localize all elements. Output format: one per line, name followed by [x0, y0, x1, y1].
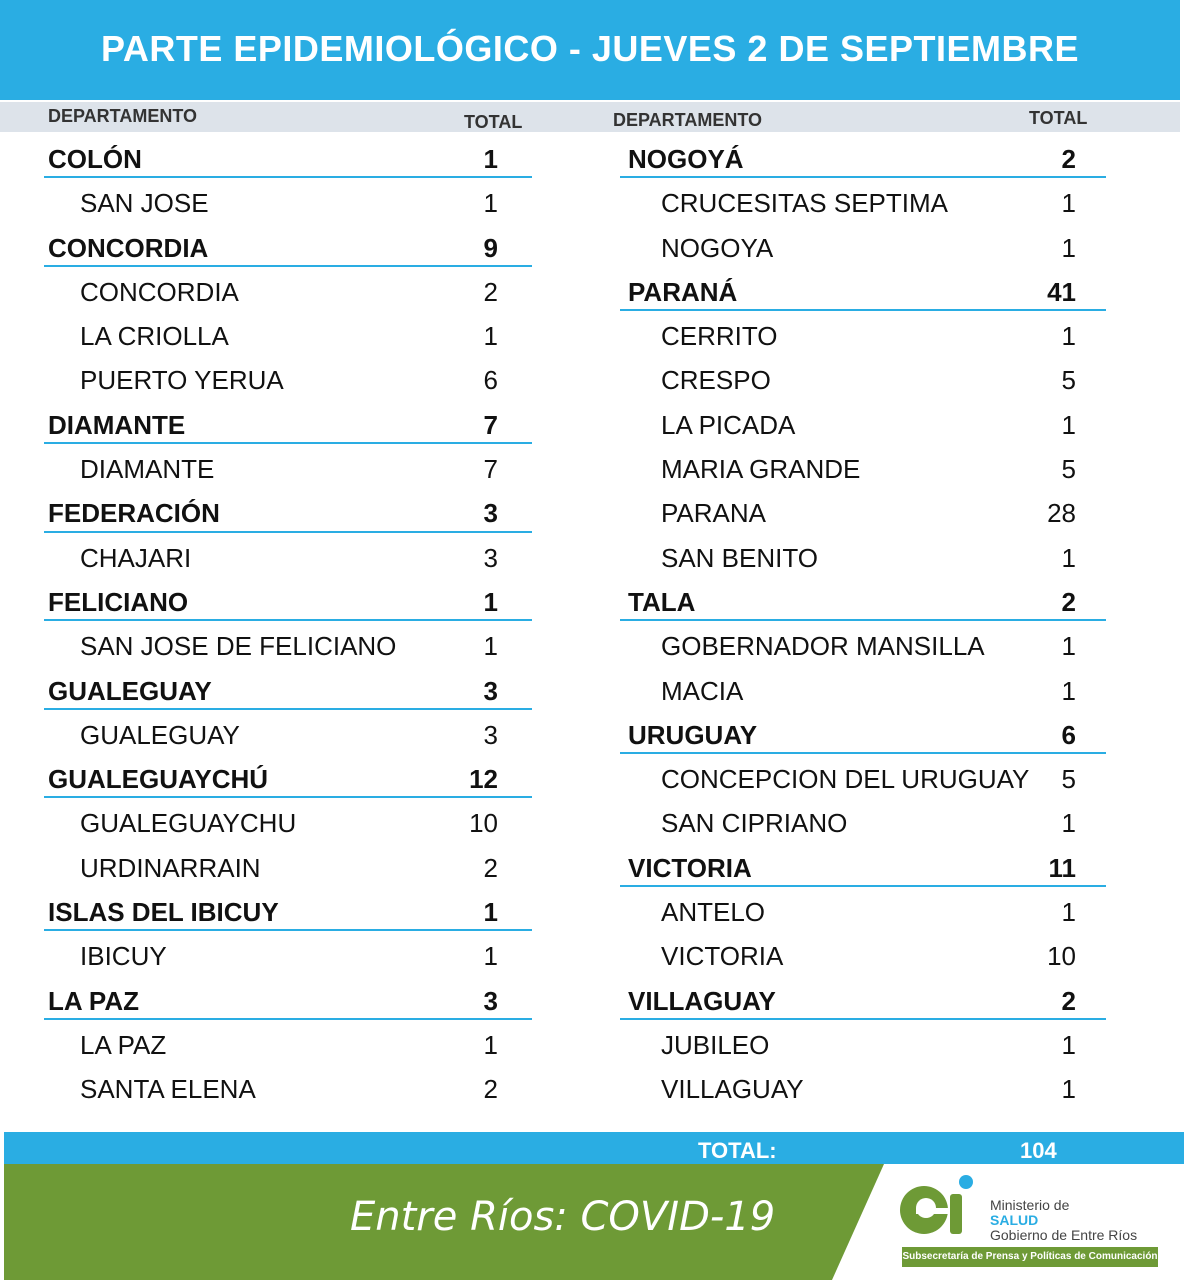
locality-total: 1	[1061, 808, 1076, 839]
locality-name: CRESPO	[661, 365, 771, 396]
locality-name: SAN JOSE DE FELICIANO	[80, 631, 397, 662]
department-total: 3	[483, 675, 498, 706]
department-total: 1	[483, 144, 498, 174]
locality-name: SANTA ELENA	[80, 1074, 256, 1105]
col-dept-left: DEPARTAMENTO	[48, 106, 198, 126]
locality-row	[0, 446, 1184, 490]
department-total: 2	[1061, 586, 1076, 617]
department-underline	[620, 752, 1106, 754]
department-total: 6	[1061, 719, 1076, 750]
department-row	[0, 136, 1184, 180]
locality-row	[0, 357, 1184, 401]
page-title: PARTE EPIDEMIOLÓGICO - JUEVES 2 DE SEPTIEMBRE	[101, 28, 1079, 69]
locality-name: PUERTO YERUA	[80, 365, 284, 396]
department-name: PARANÁ	[628, 276, 738, 307]
locality-total: 3	[483, 719, 498, 750]
locality-name: CERRITO	[661, 321, 778, 352]
total-bar	[4, 1132, 1184, 1164]
column-header-bar	[0, 102, 1180, 132]
locality-total: 1	[1061, 631, 1076, 662]
locality-row	[0, 623, 1184, 667]
locality-name: VICTORIA	[661, 941, 784, 972]
department-name: GUALEGUAYCHÚ	[48, 764, 269, 795]
logo-line1: Ministerio de	[990, 1197, 1070, 1213]
locality-total: 2	[483, 1074, 498, 1105]
locality-total: 6	[483, 365, 498, 396]
department-underline	[620, 176, 1106, 178]
department-name: CONCORDIA	[48, 232, 209, 263]
locality-name: LA CRIOLLA	[80, 321, 229, 352]
department-name: FELICIANO	[48, 586, 189, 617]
department-row	[0, 579, 1184, 623]
department-name: NOGOYÁ	[628, 144, 744, 174]
total-label: TOTAL:	[698, 1138, 777, 1163]
col-total-left: TOTAL	[464, 112, 523, 132]
department-total: 7	[483, 409, 498, 440]
department-total: 11	[1048, 852, 1076, 883]
department-row	[0, 712, 1184, 756]
department-total: 3	[483, 985, 498, 1016]
locality-name: VILLAGUAY	[661, 1074, 804, 1105]
department-total: 1	[483, 897, 498, 928]
locality-total: 2	[483, 852, 498, 883]
right-column	[0, 136, 1184, 1111]
department-underline	[620, 309, 1106, 311]
locality-name: JUBILEO	[661, 1029, 770, 1060]
locality-total: 1	[483, 1029, 498, 1060]
locality-row	[0, 402, 1184, 446]
logo-line3: Gobierno de Entre Ríos	[990, 1227, 1138, 1243]
locality-name: IBICUY	[80, 941, 167, 972]
locality-name: LA PAZ	[80, 1029, 167, 1060]
locality-total: 1	[1061, 1029, 1076, 1060]
department-total: 3	[483, 498, 498, 529]
department-row	[0, 845, 1184, 889]
department-underline	[620, 1018, 1106, 1020]
department-total: 12	[469, 764, 498, 795]
locality-total: 1	[483, 941, 498, 972]
locality-name: MARIA GRANDE	[661, 454, 861, 485]
locality-name: DIAMANTE	[80, 454, 215, 485]
locality-total: 3	[483, 542, 498, 573]
locality-row	[0, 933, 1184, 977]
total-value: 104	[1020, 1138, 1057, 1163]
locality-total: 1	[1061, 897, 1076, 928]
locality-name: MACIA	[661, 675, 744, 706]
locality-row	[0, 180, 1184, 224]
department-total: 2	[1061, 144, 1076, 174]
locality-row	[0, 490, 1184, 534]
col-dept-right: DEPARTAMENTO	[613, 110, 763, 130]
footer-slogan: Entre Ríos: COVID-19	[350, 1194, 776, 1240]
locality-total: 7	[483, 454, 498, 485]
locality-total: 2	[483, 276, 498, 307]
logo-line2: SALUD	[990, 1212, 1039, 1228]
department-name: URUGUAY	[628, 719, 758, 750]
locality-row	[0, 889, 1184, 933]
locality-name: URDINARRAIN	[80, 852, 261, 883]
department-name: DIAMANTE	[48, 409, 186, 440]
header-banner	[0, 0, 1180, 100]
locality-name: GUALEGUAY	[80, 719, 240, 750]
locality-total: 1	[1061, 232, 1076, 263]
locality-row	[0, 535, 1184, 579]
department-total: 1	[483, 586, 498, 617]
locality-row	[0, 1022, 1184, 1066]
department-row	[0, 269, 1184, 313]
locality-total: 1	[1061, 188, 1076, 219]
locality-name: CHAJARI	[80, 542, 192, 573]
locality-total: 5	[1061, 454, 1076, 485]
col-total-right: TOTAL	[1029, 108, 1088, 128]
locality-total: 10	[469, 808, 498, 839]
department-name: ISLAS DEL IBICUY	[48, 897, 279, 928]
department-name: FEDERACIÓN	[48, 498, 220, 529]
locality-name: CONCEPCION DEL URUGUAY	[661, 764, 1030, 795]
locality-total: 1	[483, 321, 498, 352]
locality-total: 5	[1061, 764, 1076, 795]
locality-row	[0, 225, 1184, 269]
locality-total: 1	[1061, 321, 1076, 352]
department-name: COLÓN	[48, 144, 142, 174]
department-total: 2	[1061, 985, 1076, 1016]
department-name: LA PAZ	[48, 985, 139, 1016]
locality-name: CONCORDIA	[80, 276, 239, 307]
locality-total: 1	[1061, 675, 1076, 706]
locality-total: 28	[1047, 498, 1076, 529]
locality-name: SAN CIPRIANO	[661, 808, 848, 839]
department-underline	[620, 885, 1106, 887]
locality-total: 1	[483, 631, 498, 662]
locality-total: 5	[1061, 365, 1076, 396]
locality-name: PARANA	[661, 498, 766, 529]
department-row	[0, 978, 1184, 1022]
locality-total: 1	[1061, 1074, 1076, 1105]
logo-strip: Subsecretaría de Prensa y Políticas de Comunicación	[902, 1247, 1158, 1267]
locality-row	[0, 1066, 1184, 1110]
locality-total: 10	[1047, 941, 1076, 972]
locality-total: 1	[483, 188, 498, 219]
department-total: 41	[1047, 276, 1076, 307]
ministry-logo-text	[990, 1198, 1137, 1243]
department-underline	[620, 619, 1106, 621]
er-logo-icon	[896, 1172, 976, 1242]
department-name: TALA	[628, 586, 696, 617]
locality-name: GOBERNADOR MANSILLA	[661, 631, 985, 662]
department-name: VICTORIA	[628, 852, 752, 883]
locality-name: GUALEGUAYCHU	[80, 808, 297, 839]
locality-row	[0, 800, 1184, 844]
locality-name: NOGOYA	[661, 232, 774, 263]
locality-name: SAN JOSE	[80, 188, 209, 219]
locality-row	[0, 668, 1184, 712]
locality-name: ANTELO	[661, 897, 766, 928]
locality-total: 1	[1061, 409, 1076, 440]
department-name: VILLAGUAY	[628, 985, 776, 1016]
locality-name: LA PICADA	[661, 409, 796, 440]
locality-name: CRUCESITAS SEPTIMA	[661, 188, 949, 219]
department-total: 9	[483, 232, 498, 263]
locality-total: 1	[1061, 542, 1076, 573]
locality-row	[0, 313, 1184, 357]
department-name: GUALEGUAY	[48, 675, 212, 706]
locality-row	[0, 756, 1184, 800]
locality-name: SAN BENITO	[661, 542, 819, 573]
